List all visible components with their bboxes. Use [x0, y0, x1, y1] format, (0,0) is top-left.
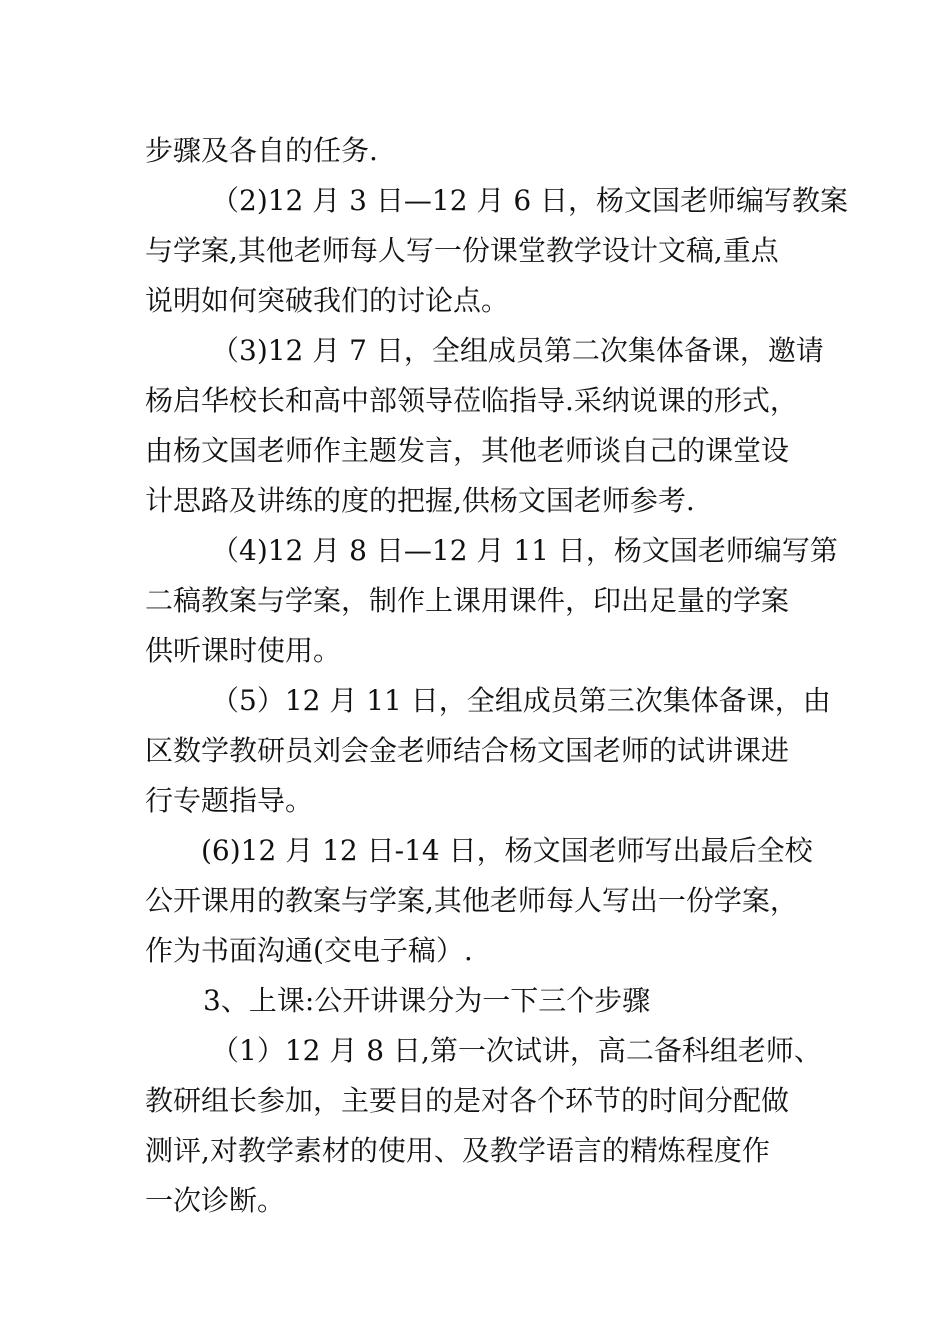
text-line: 步骤及各自的任务. — [145, 134, 378, 167]
text-line: 区数学教研员刘会金老师结合杨文国老师的试讲课进 — [145, 734, 790, 767]
section-heading-line: 3、上课:公开讲课分为一下三个步骤 — [203, 984, 651, 1017]
paragraph-start-line: （2)12 月 3 日—12 月 6 日，杨文国老师编写教案 — [211, 184, 849, 217]
text-line: 由杨文国老师作主题发言，其他老师谈自己的课堂设 — [145, 434, 790, 467]
text-line: 与学案,其他老师每人写一份课堂教学设计文稿,重点 — [145, 234, 779, 267]
text-line: 测评,对教学素材的使用、及教学语言的精炼程度作 — [145, 1134, 770, 1167]
text-line: 计思路及讲练的度的把握,供杨文国老师参考. — [145, 484, 695, 517]
text-line: 公开课用的教案与学案,其他老师每人写出一份学案， — [145, 884, 798, 917]
text-line: 作为书面沟通(交电子稿）. — [145, 934, 473, 967]
text-line: 教研组长参加，主要目的是对各个环节的时间分配做 — [145, 1084, 790, 1117]
text-line: 供听课时使用。 — [145, 634, 342, 667]
text-line: 一次诊断。 — [145, 1184, 286, 1217]
text-line: 说明如何突破我们的讨论点。 — [145, 284, 510, 317]
paragraph-start-line: （4)12 月 8 日—12 月 11 日，杨文国老师编写第 — [211, 534, 838, 567]
paragraph-start-line: （1）12 月 8 日,第一次试讲，高二备科组老师、 — [211, 1034, 822, 1067]
text-line: 二稿教案与学案，制作上课用课件，印出足量的学案 — [145, 584, 790, 617]
paragraph-start-line: （5）12 月 11 日，全组成员第三次集体备课，由 — [211, 684, 831, 717]
document-body — [145, 126, 849, 1226]
text-line: 行专题指导。 — [145, 784, 314, 817]
paragraph-start-line: (6)12 月 12 日-14 日，杨文国老师写出最后全校 — [201, 834, 813, 867]
paragraph-start-line: （3)12 月 7 日，全组成员第二次集体备课，邀请 — [211, 334, 824, 367]
text-line: 杨启华校长和高中部领导莅临指导.采纳说课的形式， — [145, 384, 798, 417]
